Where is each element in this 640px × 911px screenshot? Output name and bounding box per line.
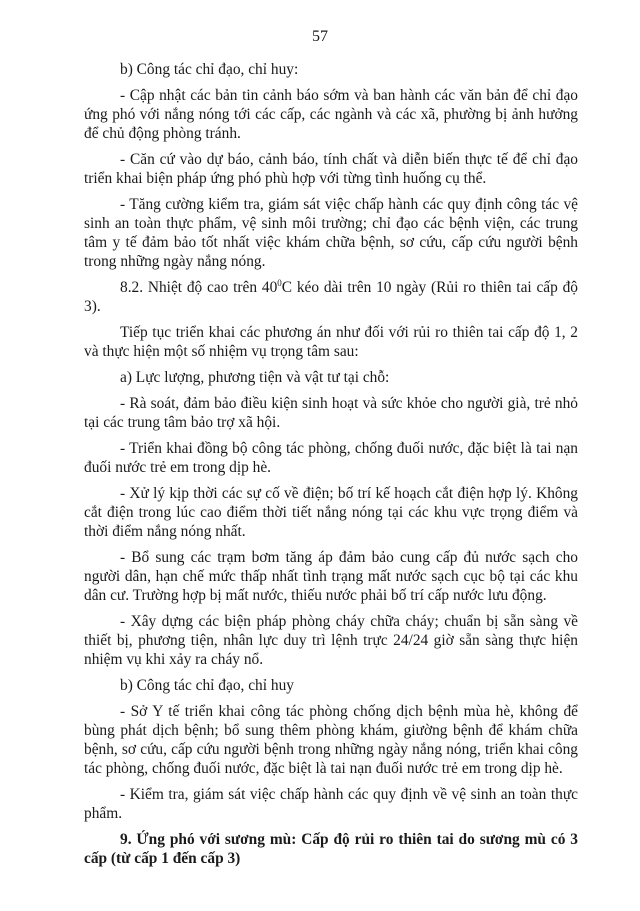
paragraph-bullet: - Triển khai đồng bộ công tác phòng, chống đuối nước, đặc biệt là tai nạn đuối nước trẻ em trong dịp hè. — [84, 440, 578, 476]
paragraph-body: Tiếp tục triển khai các phương án như đối với rủi ro thiên tai cấp độ 1, 2 và thực hiện một số nhiệm vụ trọng tâm sau: — [84, 324, 578, 360]
page-number: 57 — [312, 28, 328, 45]
document-body — [84, 60, 578, 875]
paragraph-bullet: - Sở Y tế triển khai công tác phòng chống dịch bệnh mùa hè, không để bùng phát dịch bệnh; bổ sung thêm phòng khám, giường bệnh để khám chữa bệnh, sơ cứu, cấp cứu người bệnh trong những ngày nắng nóng, triển khai công tác phòng, chống đuối nước, đặc biệt là tai nạn đuối nước trẻ em trong dịp hè. — [84, 703, 578, 777]
paragraph-bullet: - Xây dựng các biện pháp phòng cháy chữa cháy; chuẩn bị sẵn sàng về thiết bị, phương tiện, nhân lực duy trì lệnh trực 24/24 giờ sẵn sàng thực hiện nhiệm vụ khi xảy ra cháy nổ. — [84, 613, 578, 668]
paragraph-subheading: b) Công tác chỉ đạo, chỉ huy: — [120, 61, 299, 78]
section-heading-9: 9. Ứng phó với sương mù: Cấp độ rủi ro thiên tai do sương mù có 3 cấp (từ cấp 1 đến cấp 3) — [84, 831, 578, 867]
paragraph-bullet: - Rà soát, đảm bảo điều kiện sinh hoạt và sức khỏe cho người già, trẻ nhỏ tại các trung tâm bảo trợ xã hội. — [84, 395, 578, 431]
paragraph-subheading: b) Công tác chỉ đạo, chỉ huy — [120, 677, 294, 694]
paragraph-subheading: a) Lực lượng, phương tiện và vật tư tại chỗ: — [120, 369, 390, 386]
paragraph-bullet: - Xử lý kịp thời các sự cố về điện; bố trí kế hoạch cắt điện hợp lý. Không cắt điện trong lúc cao điểm thời tiết nắng nóng tại các khu vực trọng điểm và thời điểm nắng nóng nhất. — [84, 485, 578, 540]
paragraph-bullet: - Căn cứ vào dự báo, cảnh báo, tính chất và diễn biến thực tế để chỉ đạo triển khai biện pháp ứng phó phù hợp với từng tình huống cụ thể. — [84, 151, 578, 187]
heading-text-tail: C kéo dài trên 10 ngày (Rủi ro thiên tai cấp độ 3). — [84, 279, 578, 315]
paragraph-bullet: - Tăng cường kiểm tra, giám sát việc chấp hành các quy định công tác vệ sinh an toàn thực phẩm, vệ sinh môi trường; chỉ đạo các bệnh viện, các trung tâm y tế đảm bảo tốt nhất việc khám chữa bệnh, sơ cứu, cấp cứu người bệnh trong những ngày nắng nóng. — [84, 196, 578, 270]
paragraph-bullet: - Cập nhật các bản tin cảnh báo sớm và ban hành các văn bản để chỉ đạo ứng phó với nắng nóng tới các cấp, các ngành và các xã, phường bị ảnh hưởng để chủ động phòng tránh. — [84, 87, 578, 142]
degree-superscript: 0 — [277, 278, 282, 288]
section-heading-8-2 — [84, 278, 578, 316]
paragraph-bullet: - Kiểm tra, giám sát việc chấp hành các quy định về vệ sinh an toàn thực phẩm. — [84, 786, 578, 822]
paragraph-bullet: - Bổ sung các trạm bơm tăng áp đảm bảo cung cấp đủ nước sạch cho người dân, hạn chế mức thấp nhất tình trạng mất nước sạch cục bộ tại các khu dân cư. Trường hợp bị mất nước, thiếu nước phải bố trí cấp nước lưu động. — [84, 549, 578, 604]
heading-text: 8.2. Nhiệt độ cao trên 40 — [120, 279, 278, 296]
